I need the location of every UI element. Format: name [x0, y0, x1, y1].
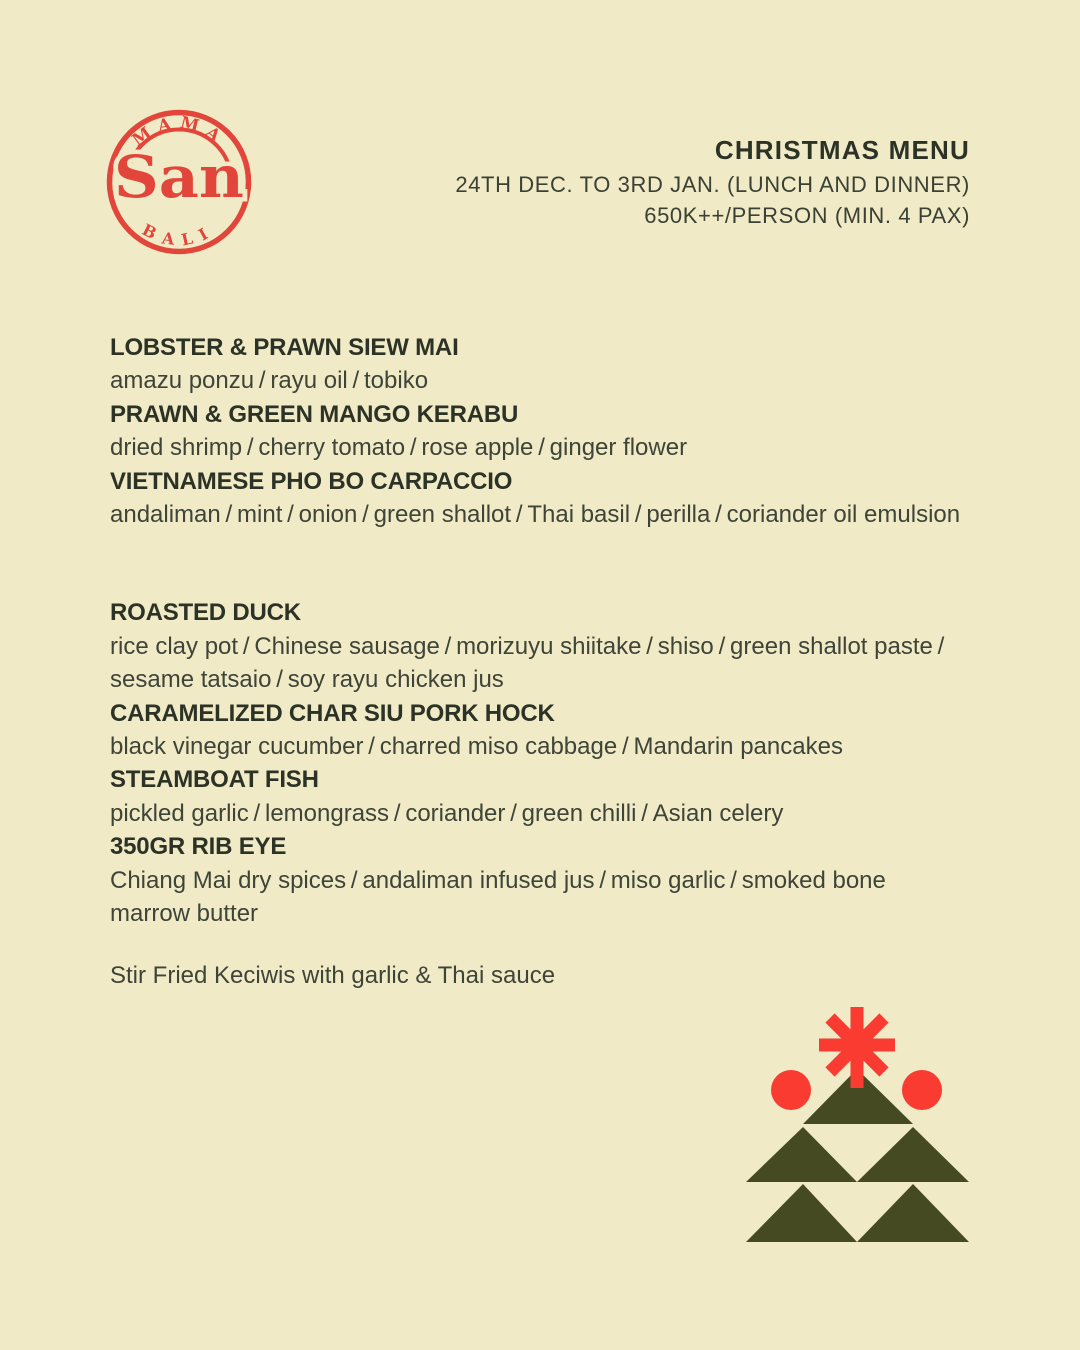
menu-item-description: black vinegar cucumber / charred miso cabbage / Mandarin pancakes	[110, 733, 843, 761]
logo-center-text: San	[114, 143, 244, 211]
menu-item-name: ROASTED DUCK	[110, 599, 301, 627]
ornament-left-circle	[771, 1070, 811, 1110]
tree-tier-2-right-triangle	[857, 1127, 969, 1182]
logo-top-arc-text: MAMA	[128, 112, 230, 151]
menu-section-starters	[110, 331, 986, 531]
menu-item-name: PRAWN & GREEN MANGO KERABU	[110, 400, 519, 428]
menu-body	[110, 331, 986, 992]
christmas-tree-graphic	[737, 997, 977, 1247]
menu-item-name: CARAMELIZED CHAR SIU PORK HOCK	[110, 699, 555, 727]
menu-item-description: amazu ponzu / rayu oil / tobiko	[110, 367, 429, 395]
menu-item-description: Chiang Mai dry spices / andaliman infused jus / miso garlic / smoked bone marrow butter	[110, 866, 886, 928]
star-icon	[819, 1007, 895, 1088]
menu-price-line: 650K++/PERSON (MIN. 4 PAX)	[644, 202, 970, 228]
mama-san-bali-logo	[103, 106, 255, 258]
tree-tier-3-right-triangle	[857, 1184, 969, 1242]
tree-tier-2-left-triangle	[746, 1127, 857, 1182]
menu-item-description: dried shrimp / cherry tomato / rose apple / ginger flower	[110, 434, 688, 462]
menu-item-description: pickled garlic / lemongrass / coriander / green chilli / Asian celery	[110, 799, 784, 827]
logo-bottom-arc-text: BALI	[139, 219, 219, 250]
menu-item-name: STEAMBOAT FISH	[110, 766, 319, 794]
menu-item-name: VIETNAMESE PHO BO CARPACCIO	[110, 467, 513, 495]
menu-item-name: 350GR RIB EYE	[110, 833, 287, 861]
menu-dates-line: 24TH DEC. TO 3RD JAN. (LUNCH AND DINNER)	[455, 172, 970, 197]
menu-item-name: LOBSTER & PRAWN SIEW MAI	[110, 334, 459, 361]
menu-item-description: andaliman / mint / onion / green shallot / Thai basil / perilla / coriander oil emulsion	[110, 501, 961, 529]
ornament-right-circle	[902, 1070, 942, 1110]
menu-note: Stir Fried Keciwis with garlic & Thai sauce	[110, 961, 556, 989]
menu-item-description: rice clay pot / Chinese sausage / morizuyu shiitake / shiso / green shallot paste / sesame tatsaio / soy rayu chicken jus	[110, 632, 950, 694]
menu-header	[455, 136, 970, 231]
tree-tier-3-left-triangle	[746, 1184, 857, 1242]
menu-section-mains	[110, 596, 986, 930]
menu-title: CHRISTMAS MENU	[714, 135, 970, 165]
